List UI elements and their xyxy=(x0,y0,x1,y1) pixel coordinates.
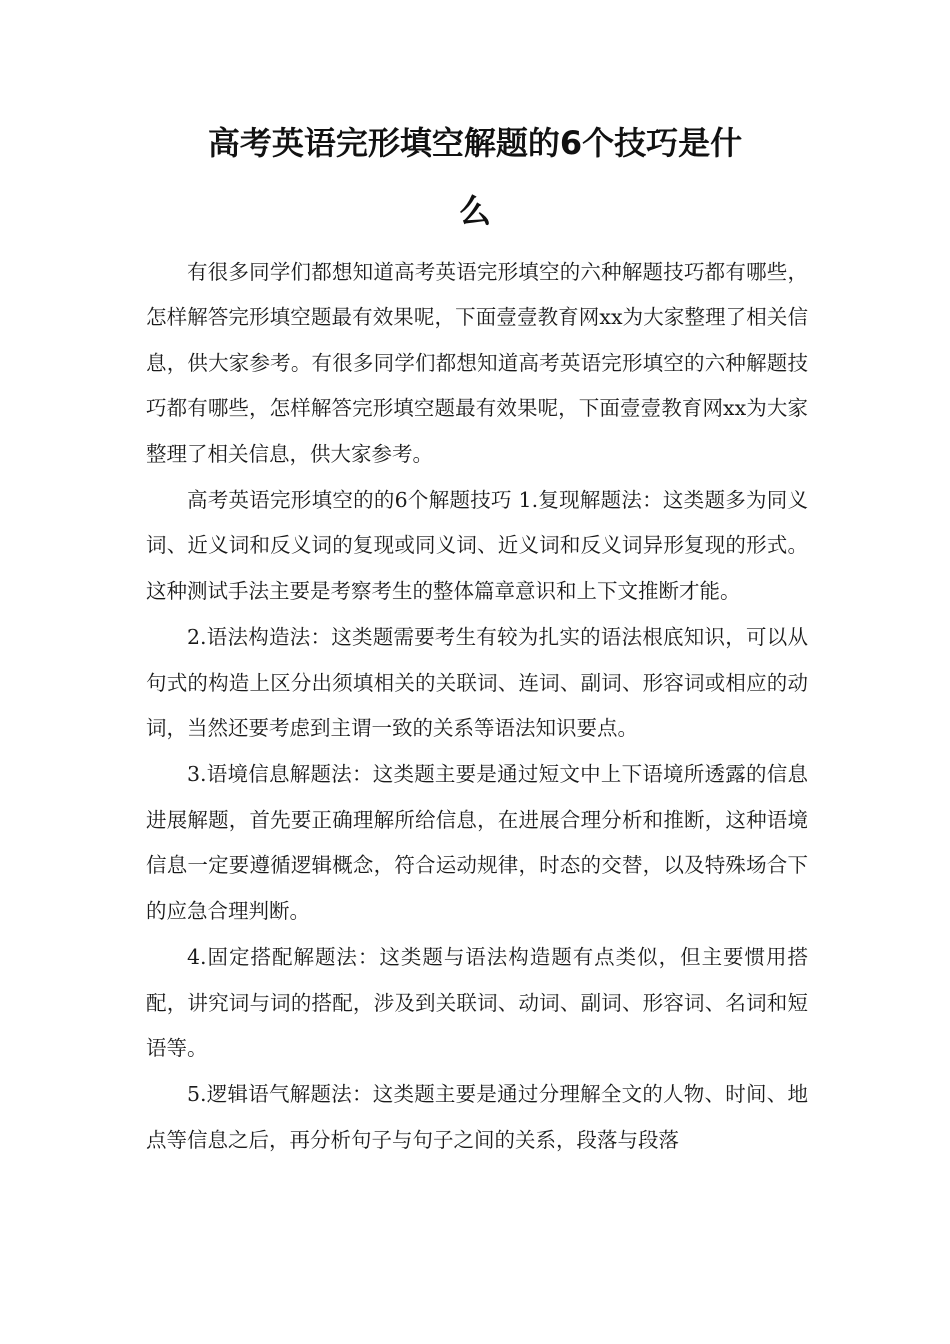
paragraph-technique-2: 2.语法构造法：这类题需要考生有较为扎实的语法根底知识，可以从句式的构造上区分出须填相关的关联词、连词、副词、形容词或相应的动词，当然还要考虑到主谓一致的关系等语法知识要点。 xyxy=(146,625,808,741)
document-title-line-1: 高考英语完形填空解题的6个技巧是什 xyxy=(207,124,743,162)
paragraph-technique-4: 4.固定搭配解题法：这类题与语法构造题有点类似，但主要惯用搭配，讲究词与词的搭配，涉及到关联词、动词、副词、形容词、名词和短语等。 xyxy=(146,945,808,1060)
paragraph-technique-1: 高考英语完形填空的的6个解题技巧 1.复现解题法：这类题多为同义词、近义词和反义词的复现或同义词、近义词和反义词异形复现的形式。这种测试手法主要是考察考生的整体篇章意识和上下文推断才能。 xyxy=(146,488,808,603)
paragraph-technique-5: 5.逻辑语气解题法：这类题主要是通过分理解全文的人物、时间、地点等信息之后，再分析句子与句子之间的关系，段落与段落 xyxy=(146,1082,808,1152)
paragraph-technique-3: 3.语境信息解题法：这类题主要是通过短文中上下语境所透露的信息进展解题，首先要正确理解所给信息，在进展合理分析和推断，这种语境信息一定要遵循逻辑概念，符合运动规律，时态的交替，以及特殊场合下的应急合理判断。 xyxy=(146,762,808,923)
paragraph-intro: 有很多同学们都想知道高考英语完形填空的六种解题技巧都有哪些，怎样解答完形填空题最有效果呢，下面壹壹教育网xx为大家整理了相关信息，供大家参考。有很多同学们都想知道高考英语完形填空的六种解题技巧都有哪些，怎样解答完形填空题最有效果呢，下面壹壹教育网xx为大家整理了相关信息，供大家参考。 xyxy=(146,260,808,466)
document-body xyxy=(146,250,808,1164)
document-title-line-2: 么 xyxy=(458,192,491,230)
